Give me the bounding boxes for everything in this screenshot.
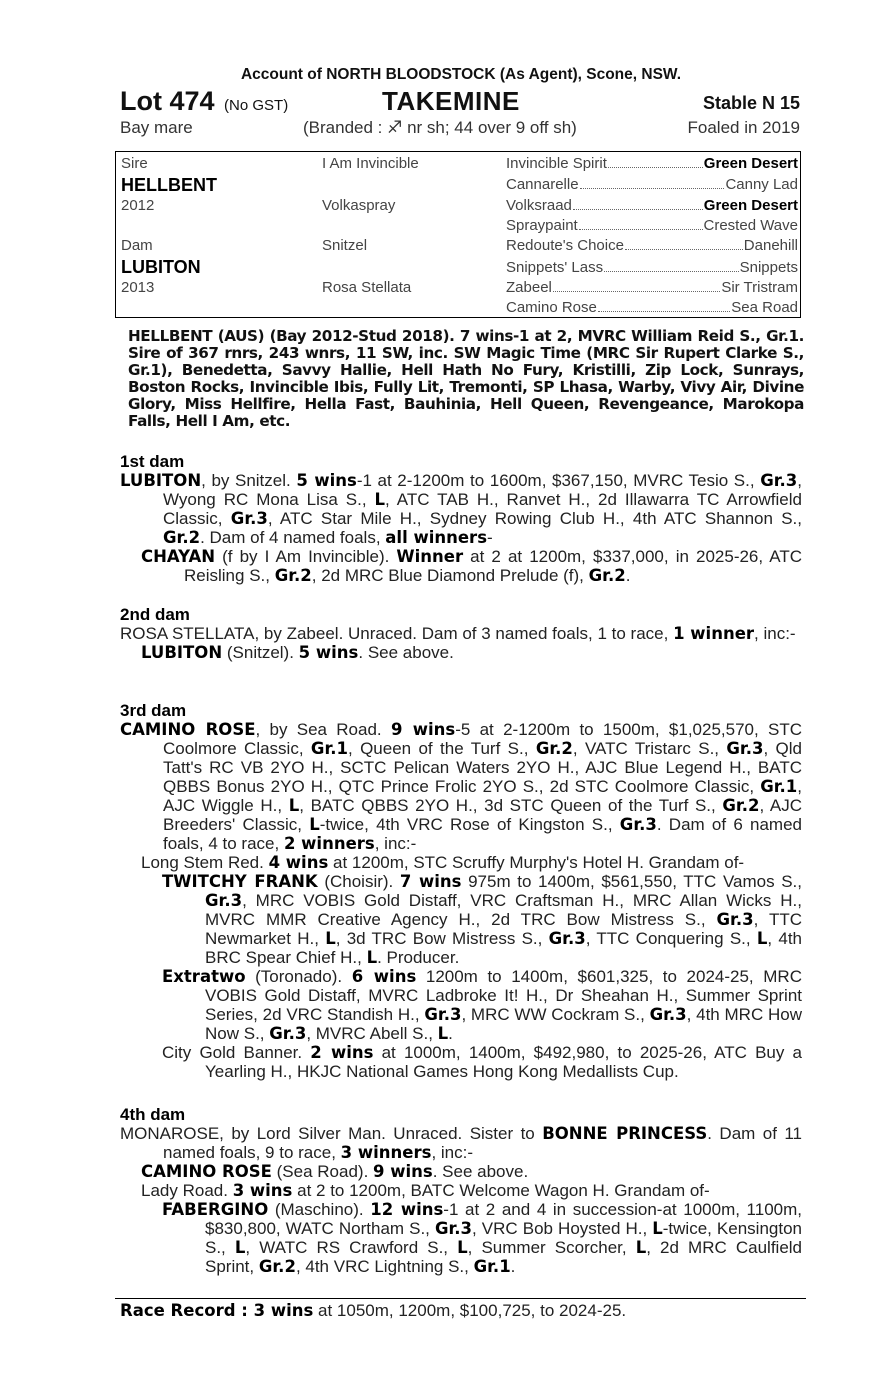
- text-run: , by Sea Road.: [255, 720, 391, 739]
- pedigree-g3-row: [506, 279, 798, 296]
- text-run: . See above.: [432, 1162, 529, 1181]
- g3-sire: Sea Road: [731, 299, 798, 316]
- text-run: . Dam of 4 named foals,: [200, 528, 386, 547]
- bold-text: TWITCHY FRANK: [162, 872, 318, 891]
- bold-text: Gr.1: [310, 739, 348, 758]
- g3-sire: Green Desert: [703, 155, 798, 172]
- text-run: , VRC Bob Hoysted H.,: [472, 1219, 653, 1238]
- bold-text: LUBITON: [120, 471, 202, 490]
- text-run: , VATC Tristarc S.,: [572, 739, 727, 758]
- text-run: -1 at 2-1200m to 1600m, $367,150, MVRC Tesio S.,: [356, 471, 761, 490]
- text-run: , 2d MRC Blue Diamond Prelude (f),: [311, 566, 589, 585]
- lot-label: Lot 474: [120, 86, 215, 116]
- g3-sire: Snippets: [739, 259, 798, 276]
- bold-text: Gr.3: [434, 1219, 473, 1238]
- g3-sire: Green Desert: [703, 197, 798, 214]
- text-run: .: [625, 566, 631, 585]
- sire-name: HELLBENT: [121, 175, 217, 195]
- bold-text: 5 wins: [298, 643, 359, 662]
- horse-name: TAKEMINE: [382, 86, 520, 116]
- lot-number: [120, 86, 288, 117]
- dam-sire: Snitzel: [322, 237, 368, 254]
- bold-text: Gr.2: [535, 739, 573, 758]
- text-run: , TTC Newmarket H.,: [205, 910, 802, 948]
- bold-text: Gr.2: [274, 566, 312, 585]
- text-run: , 3d TRC Bow Mistress S.,: [335, 929, 549, 948]
- text-run: Long Stem Red.: [141, 853, 269, 872]
- gst-note: (No GST): [224, 97, 289, 114]
- sire-dam: Volkaspray: [322, 197, 396, 214]
- g3-name: Spraypaint: [506, 217, 578, 234]
- text-run: . Dam of 11 named foals, 9 to race,: [163, 1124, 802, 1162]
- text-run: , 4th BRC Spear Chief H.,: [205, 929, 802, 967]
- text-run: , AJC Breeders' Classic,: [163, 796, 802, 834]
- text-run: (Toronado).: [245, 967, 352, 986]
- text-run: City Gold Banner.: [162, 1043, 311, 1062]
- text-run: Lady Road.: [141, 1181, 233, 1200]
- g3-name: Invincible Spirit: [506, 155, 607, 172]
- grand-progeny-paragraph: [120, 1200, 802, 1276]
- text-run: MONAROSE, by Lord Silver Man. Unraced. Sister to: [120, 1124, 543, 1143]
- text-run: (Maschino).: [268, 1200, 371, 1219]
- bold-text: Extratwo: [162, 967, 246, 986]
- text-run: , inc:-: [374, 834, 417, 853]
- text-run: , TTC Conquering S.,: [585, 929, 757, 948]
- text-run: 1200m to 1400m, $601,325, to 2024-25, MRC VOBIS Gold Distaff, MVRC Ladbroke It! H., Dr Sheahan H., Summer Sprint Series, 2d VRC Standish H.,: [205, 967, 802, 1024]
- bold-text: 3 winners: [340, 1143, 432, 1162]
- g3-name: Volksraad: [506, 197, 572, 214]
- text-run: (Choisir).: [317, 872, 400, 891]
- race-record-label: Race Record : 3 wins: [120, 1301, 314, 1320]
- bold-text: L: [437, 1024, 449, 1043]
- grand-progeny-paragraph: [120, 1043, 802, 1081]
- progeny-paragraph: [120, 1181, 802, 1200]
- dam-paragraph: [120, 720, 802, 853]
- bold-text: Winner: [396, 547, 464, 566]
- text-run: , Summer Scorcher,: [467, 1238, 636, 1257]
- granddam: Rosa Stellata: [322, 279, 412, 296]
- pedigree-g3-row: [506, 237, 798, 254]
- pedigree-g3-row: [506, 217, 798, 234]
- bold-text: Gr.3: [424, 1005, 462, 1024]
- race-record-text: at 1050m, 1200m, $100,725, to 2024-25.: [313, 1301, 627, 1320]
- bold-text: Gr.2: [163, 528, 201, 547]
- bold-text: Gr.2: [258, 1257, 296, 1276]
- g3-name: Redoute's Choice: [506, 237, 624, 254]
- bold-text: 3 wins: [232, 1181, 293, 1200]
- pedigree-g3-row: [506, 176, 798, 193]
- g3-sire: Crested Wave: [703, 217, 798, 234]
- text-run: , Queen of the Turf S.,: [348, 739, 536, 758]
- text-run: ROSA STELLATA, by Zabeel. Unraced. Dam of 3 named foals, 1 to race,: [120, 624, 674, 643]
- bold-text: 6 wins: [351, 967, 417, 986]
- dam-label: Dam: [121, 237, 153, 254]
- text-run: (f by I Am Invincible).: [215, 547, 397, 566]
- text-run: (Snitzel).: [222, 643, 299, 662]
- g3-sire: Danehill: [743, 237, 798, 254]
- section-heading: 4th dam: [120, 1105, 186, 1124]
- text-run: 975m to 1400m, $561,550, TTC Vamos S.,: [461, 872, 802, 891]
- dam-paragraph: [120, 624, 802, 643]
- text-run: , Wyong RC Mona Lisa S.,: [163, 471, 802, 509]
- text-run: at 2 at 1200m, $337,000, in 2025-26, ATC Reisling S.,: [184, 547, 802, 585]
- bold-text: Gr.1: [760, 777, 798, 796]
- pedigree-g3-row: [506, 259, 798, 276]
- third-dam-section: [120, 701, 802, 1081]
- text-run: .: [510, 1257, 516, 1276]
- bold-text: L: [756, 929, 768, 948]
- bold-text: 12 wins: [370, 1200, 444, 1219]
- text-run: .: [448, 1024, 453, 1043]
- grand-progeny-paragraph: [120, 967, 802, 1043]
- pedigree-g3-row: [506, 299, 798, 316]
- section-heading: 3rd dam: [120, 701, 187, 720]
- fourth-dam-section: [120, 1105, 802, 1276]
- section-heading: 1st dam: [120, 452, 185, 471]
- text-run: at 2 to 1200m, BATC Welcome Wagon H. Grandam of-: [292, 1181, 710, 1200]
- text-run: , BATC QBBS 2YO H., 3d STC Queen of the Turf S.,: [299, 796, 723, 815]
- bold-text: CAMINO ROSE: [141, 1162, 272, 1181]
- bold-text: 4 wins: [268, 853, 329, 872]
- bold-text: 1 winner: [673, 624, 755, 643]
- race-record: [120, 1301, 626, 1321]
- bold-text: all winners: [385, 528, 488, 547]
- text-run: , MVRC Abell S.,: [306, 1024, 438, 1043]
- text-run: , AJC Wiggle H.,: [163, 777, 802, 815]
- divider: [115, 1298, 806, 1299]
- pedigree-g3-row: [506, 197, 798, 214]
- bold-text: Gr.3: [649, 1005, 687, 1024]
- bold-text: CAMINO ROSE: [120, 720, 256, 739]
- text-run: , inc:-: [431, 1143, 473, 1162]
- bold-text: Gr.3: [619, 815, 657, 834]
- progeny-paragraph: [120, 1162, 802, 1181]
- text-run: -: [487, 528, 493, 547]
- pedigree-g3-row: [506, 155, 798, 172]
- brand-info: (Branded : ♐ nr sh; 44 over 9 off sh): [303, 118, 577, 137]
- text-run: . Dam of 6 named foals, 4 to race,: [163, 815, 803, 853]
- text-run: -5 at 2-1200m to 1500m, $1,025,570, STC Coolmore Classic,: [163, 720, 803, 758]
- progeny-paragraph: [120, 853, 802, 872]
- text-run: , 2d MRC Caulfield Sprint,: [205, 1238, 803, 1276]
- g3-sire: Canny Lad: [725, 176, 798, 193]
- bold-text: Gr.3: [230, 509, 268, 528]
- g3-name: Snippets' Lass: [506, 259, 604, 276]
- dam-year: 2013: [121, 279, 155, 296]
- bold-text: L: [234, 1238, 246, 1257]
- bold-text: L: [652, 1219, 663, 1238]
- text-run: . Producer.: [377, 948, 460, 967]
- bold-text: 2 winners: [283, 834, 375, 853]
- bold-text: L: [457, 1238, 468, 1257]
- bold-text: L: [309, 815, 320, 834]
- text-run: . See above.: [358, 643, 454, 662]
- bold-text: 9 wins: [390, 720, 456, 739]
- dam-name: LUBITON: [121, 257, 201, 277]
- text-run: -twice, 4th VRC Rose of Kingston S.,: [319, 815, 620, 834]
- stable-number: Stable N 15: [702, 93, 800, 113]
- bold-text: Gr.3: [269, 1024, 307, 1043]
- bold-text: LUBITON: [141, 643, 223, 662]
- text-run: , ATC TAB H., Ranvet H., 2d Illawarra TC Arrowfield Classic,: [163, 490, 802, 528]
- bold-text: Gr.3: [726, 739, 764, 758]
- bold-text: L: [374, 490, 386, 509]
- bold-text: Gr.3: [205, 891, 243, 910]
- text-run: , Qld Tatt's RC VB 2YO H., SCTC Pelican Waters 2YO H., AJC Blue Legend H., BATC QBBS Bonus 2YO H., QTC Prince Frolic 2YO S., 2d STC Coolmore Classic,: [163, 739, 802, 796]
- text-run: , 4th MRC How Now S.,: [205, 1005, 802, 1043]
- bold-text: Gr.2: [588, 566, 626, 585]
- text-run: , ATC Star Mile H., Sydney Rowing Club H., 4th ATC Shannon S.,: [267, 509, 803, 528]
- text-run: , MRC WW Cockram S.,: [461, 1005, 650, 1024]
- bold-text: 2 wins: [310, 1043, 374, 1062]
- bold-text: CHAYAN: [141, 547, 216, 566]
- progeny-paragraph: [120, 643, 802, 662]
- bold-text: Gr.2: [722, 796, 760, 815]
- text-run: -twice, Kensington S.,: [205, 1219, 802, 1257]
- bold-text: L: [366, 948, 378, 967]
- grandsire: I Am Invincible: [322, 155, 419, 172]
- sire-year: 2012: [121, 197, 155, 214]
- text-run: , WATC RS Crawford S.,: [245, 1238, 458, 1257]
- grand-progeny-paragraph: [120, 872, 802, 967]
- text-run: , MRC VOBIS Gold Distaff, VRC Craftsman H., MRC Allan Wicks H., MVRC MMR Creative Agency H., 2d TRC Bow Mistress S.,: [205, 891, 802, 929]
- g3-name: Zabeel: [506, 279, 552, 296]
- bold-text: 7 wins: [399, 872, 462, 891]
- text-run: , 4th VRC Lightning S.,: [295, 1257, 474, 1276]
- bold-text: 5 wins: [296, 471, 357, 490]
- text-run: at 1200m, STC Scruffy Murphy's Hotel H. Grandam of-: [328, 853, 745, 872]
- text-run: , inc:-: [754, 624, 796, 643]
- text-run: at 1000m, 1400m, $492,980, to 2025-26, ATC Buy a Yearling H., HKJC National Games Hong Kong Medallists Cup.: [205, 1043, 802, 1081]
- vendor-account: Account of NORTH BLOODSTOCK (As Agent), Scone, NSW.: [240, 66, 682, 83]
- bold-text: L: [288, 796, 300, 815]
- bold-text: Gr.3: [548, 929, 586, 948]
- pedigree-table: [115, 151, 801, 318]
- bold-text: Gr.1: [473, 1257, 511, 1276]
- bold-text: FABERGINO: [162, 1200, 269, 1219]
- bold-text: 9 wins: [373, 1162, 433, 1181]
- g3-name: Camino Rose: [506, 299, 597, 316]
- g3-name: Cannarelle: [506, 176, 579, 193]
- first-dam-section: [120, 452, 802, 585]
- dam-paragraph: [120, 471, 802, 547]
- bold-text: L: [635, 1238, 647, 1257]
- text-run: , by Snitzel.: [201, 471, 297, 490]
- horse-sex: Bay mare: [120, 118, 193, 137]
- sire-label: Sire: [121, 155, 148, 172]
- bold-text: L: [325, 929, 336, 948]
- text-run: -1 at 2 and 4 in succession-at 1000m, 1100m, $830,800, WATC Northam S.,: [205, 1200, 802, 1238]
- bold-text: Gr.3: [760, 471, 798, 490]
- bold-text: BONNE PRINCESS: [542, 1124, 708, 1143]
- foaled-year: Foaled in 2019: [687, 118, 800, 137]
- section-heading: 2nd dam: [120, 605, 190, 624]
- text-run: (Sea Road).: [271, 1162, 374, 1181]
- progeny-paragraph: [120, 547, 802, 585]
- second-dam-section: [120, 605, 802, 662]
- dam-paragraph: [120, 1124, 802, 1162]
- g3-sire: Sir Tristram: [721, 279, 798, 296]
- sire-summary: HELLBENT (AUS) (Bay 2012-Stud 2018). 7 wins-1 at 2, MVRC William Reid S., Gr.1. Sire of 367 rnrs, 243 wnrs, 11 SW, inc. SW Magic Time (MRC Sir Rupert Clarke S., Gr.1), Benedetta, Savvy Hallie, Hell Hath No Fury, Kristilli, Zip Lock, Sunrays, Boston Rocks, Invincible Ibis, Fully Lit, Tremonti, SP Lhasa, Warby, Vivy Air, Divine Glory, Miss Hellfire, Hella Fast, Bauhinia, Hell Queen, Revengeance, Marokopa Falls, Hell I Am, etc.: [128, 327, 804, 430]
- bold-text: Gr.3: [716, 910, 754, 929]
